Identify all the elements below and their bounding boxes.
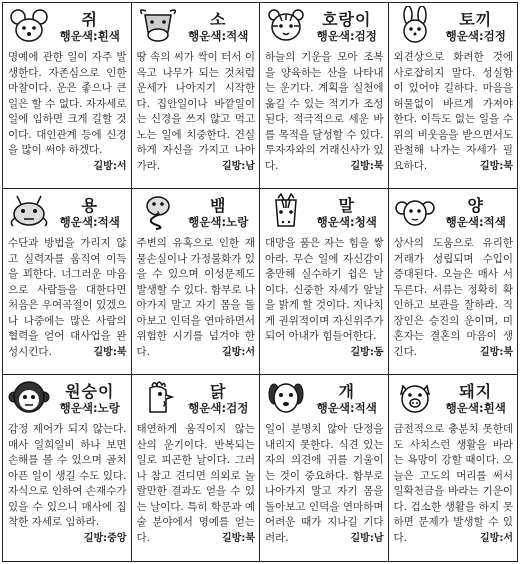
fortune-text: 땅 속의 씨가 싹이 터서 이윽고 나무가 되는 것처럼 운세가 나아지기 시작한다. 집안일이나 바깥일이는 신경을 쓰지 않고 먹고 노는 일에 치중한다. 건실하게 자신을 가지고 나아가라.	[136, 51, 255, 172]
cell-header	[3, 375, 131, 421]
cell-header	[3, 3, 131, 49]
fortune-text: 상사의 도움으로 유리한 거래가 성립되며 수입이 증대된다. 오늘은 매사 서두른다. 서류는 정확히 확인하고 보관을 잘하라. 직장인은 승진의 운이며, 미혼자는 결혼의 마음이 생긴다.	[393, 237, 513, 358]
lucky-color: 행운색:적색	[188, 29, 249, 43]
fortune-body	[265, 50, 384, 174]
zodiac-cell	[132, 3, 261, 189]
fortune-body	[8, 236, 127, 360]
zodiac-name: 개	[338, 382, 355, 401]
lucky-direction: 길방:북	[222, 532, 255, 544]
lucky-direction: 길방:북	[480, 160, 513, 172]
fortune-text: 태연하게 움직이지 않는 산의 운기이다. 반복되는 일로 피곤한 날이다. 그러나 참고 견디면 의외로 놀랄만한 결과도 얻을 수 있는 날이다. 특히 학문과 예술 분야에서 명예를 얻는다.	[136, 423, 255, 544]
lucky-direction: 길방:남	[222, 160, 255, 172]
zodiac-cell	[260, 375, 389, 561]
cell-header	[260, 3, 388, 49]
fortune-text: 명예에 관한 일이 자주 발생한다. 자존심으로 인한 마찰이다. 운은 좋으나 큰일은 할 수 없다. 자자세로 일에 임하면 크게 길할 것이다. 대인관계 등에 신경을 많이 써야 하겠다.	[8, 51, 127, 156]
rat-icon	[7, 6, 51, 44]
zodiac-cell	[260, 189, 389, 375]
rooster-icon	[136, 378, 180, 416]
zodiac-name: 뱀	[210, 196, 227, 215]
cell-header	[389, 3, 518, 49]
zodiac-name: 닭	[210, 382, 227, 401]
snake-icon	[136, 192, 180, 230]
fortune-text: 금전적으로 충분치 못한데도 사치스런 생활을 바라는 욕망이 강할 때이다. 오늘은 고도의 머리를 써서 일확천금을 바라는 기운이다. 검소한 생활을 하지 못하면 문제가 발생할 수 있다.	[393, 423, 513, 544]
fortune-body	[394, 236, 514, 360]
lucky-direction: 길방:서	[222, 346, 255, 358]
fortune-body	[8, 422, 127, 546]
zodiac-cell	[132, 189, 261, 375]
zodiac-name: 용	[81, 196, 98, 215]
zodiac-name: 토끼	[459, 10, 493, 29]
zodiac-cell	[3, 3, 132, 189]
lucky-color: 행운색:검정	[188, 401, 249, 415]
zodiac-cell	[3, 189, 132, 375]
zodiac-cell	[3, 375, 132, 561]
fortune-body	[394, 50, 514, 174]
lucky-color: 행운색:청색	[316, 215, 377, 229]
lucky-color: 행운색:흰색	[445, 401, 506, 415]
cell-header	[389, 189, 518, 235]
cell-header	[132, 375, 260, 421]
cell-header	[132, 3, 260, 49]
lucky-color: 행운색:흰색	[59, 29, 120, 43]
cell-header	[389, 375, 518, 421]
tiger-icon	[264, 6, 308, 44]
lucky-direction: 길방:북	[480, 346, 513, 358]
zodiac-cell	[389, 189, 518, 375]
fortune-body	[394, 422, 514, 546]
fortune-body	[265, 236, 384, 360]
fortune-text: 하늘의 기운을 모아 조복을 양육하는 산을 나타내는 운기다. 계획을 실천에 옮길 수 있는 적기가 조성된다. 적극적으로 세운 바를 목적을 달성할 수 있다. 투자자와의 거래신사가 있다.	[265, 51, 384, 172]
lucky-direction: 길방:남	[350, 532, 384, 544]
lucky-color: 행운색:적색	[445, 215, 506, 229]
fortune-body	[265, 422, 384, 546]
lucky-direction: 길방:북	[350, 160, 384, 172]
fortune-text: 대망을 품은 자는 힘을 쌓아라. 무슨 일에 자신감이 충만해 실수하기 쉽은 날이다. 신중한 자세가 앞날을 밝게 할 것이다. 지나치게 권위적이며 자신위주가 되어 아내가 힘들어한다.	[265, 237, 384, 342]
fortune-body	[8, 50, 127, 174]
cell-header	[3, 189, 131, 235]
fortune-body	[137, 422, 256, 546]
lucky-color: 행운색:노랑	[59, 401, 120, 415]
fortune-body	[137, 50, 256, 174]
dragon-icon	[7, 192, 51, 230]
lucky-direction: 길방:서	[480, 532, 513, 544]
sheep-icon	[393, 192, 437, 230]
lucky-color: 행운색:검정	[316, 29, 377, 43]
zodiac-name: 원숭이	[65, 382, 115, 401]
fortune-text: 수단과 방법을 가리지 않고 실력자를 움직여 이득을 꾀한다. 너그러운 마음으로 사람들을 대한다면 처음은 우여곡절이 있겠으나 나중에는 많은 사람의 협력을 얻어 대사업을 완성시킨다.	[8, 237, 127, 358]
zodiac-name: 양	[467, 196, 484, 215]
lucky-color: 행운색:검정	[445, 29, 506, 43]
zodiac-name: 소	[210, 10, 227, 29]
zodiac-name: 말	[338, 196, 355, 215]
fortune-body	[137, 236, 256, 360]
zodiac-name: 돼지	[459, 382, 493, 401]
dog-icon	[264, 378, 308, 416]
cell-header	[260, 189, 388, 235]
monkey-icon	[7, 378, 51, 416]
lucky-direction: 길방:서	[93, 160, 127, 172]
cell-header	[132, 189, 260, 235]
fortune-text: 일이 분명치 않아 단정을 내리지 못한다. 식견 있는 자의 의견에 귀를 기울이는 것이 중요하다. 함부로 나아가지 말고 자기 몸을 돌아보고 인덕을 연마하며 어려운 때가 지나길 기다려라.	[265, 423, 384, 544]
lucky-color: 행운색:적색	[316, 401, 377, 415]
zodiac-cell	[132, 375, 261, 561]
lucky-direction: 길방:중앙	[83, 532, 127, 544]
horse-icon	[264, 192, 308, 230]
rabbit-icon	[393, 6, 437, 44]
lucky-direction: 길방:북	[93, 346, 127, 358]
cow-icon	[136, 6, 180, 44]
lucky-color: 행운색:노랑	[188, 215, 249, 229]
zodiac-cell	[389, 375, 518, 561]
zodiac-cell	[260, 3, 389, 189]
horoscope-grid	[2, 2, 518, 562]
zodiac-name: 쥐	[81, 10, 98, 29]
zodiac-cell	[389, 3, 518, 189]
fortune-text: 감정 제어가 되지 않는다. 매사 일희일비 하나 보면 손해를 볼 수 있으며 골치 아픈 일이 생길 수도 있다. 자식으로 인하여 손재수가 있을 수 있으니 매사에 집착한 자세로 임하라.	[8, 423, 127, 528]
lucky-direction: 길방:동	[350, 346, 384, 358]
fortune-text: 외견상으로 화려한 것에 사로잡히지 말다. 성실함이 있어야 길하다. 마음을 허물없이 바르게 가져야 한다. 이득도 없는 일을 수위의 비웃음을 받으면서도 관철해 나가는 자세가 필요하다.	[393, 51, 513, 172]
fortune-text: 주변의 유혹으로 인한 재물손실이나 가정불화가 있을 수 있으며 이성문제도 발생할 수 있다. 함부로 나아가지 말고 자기 몸을 돌아보고 인덕을 연마하면서 위험한 시기를 넘겨야 한다.	[136, 237, 255, 358]
pig-icon	[393, 378, 437, 416]
zodiac-name: 호랑이	[322, 10, 372, 29]
lucky-color: 행운색:적색	[59, 215, 120, 229]
cell-header	[260, 375, 388, 421]
